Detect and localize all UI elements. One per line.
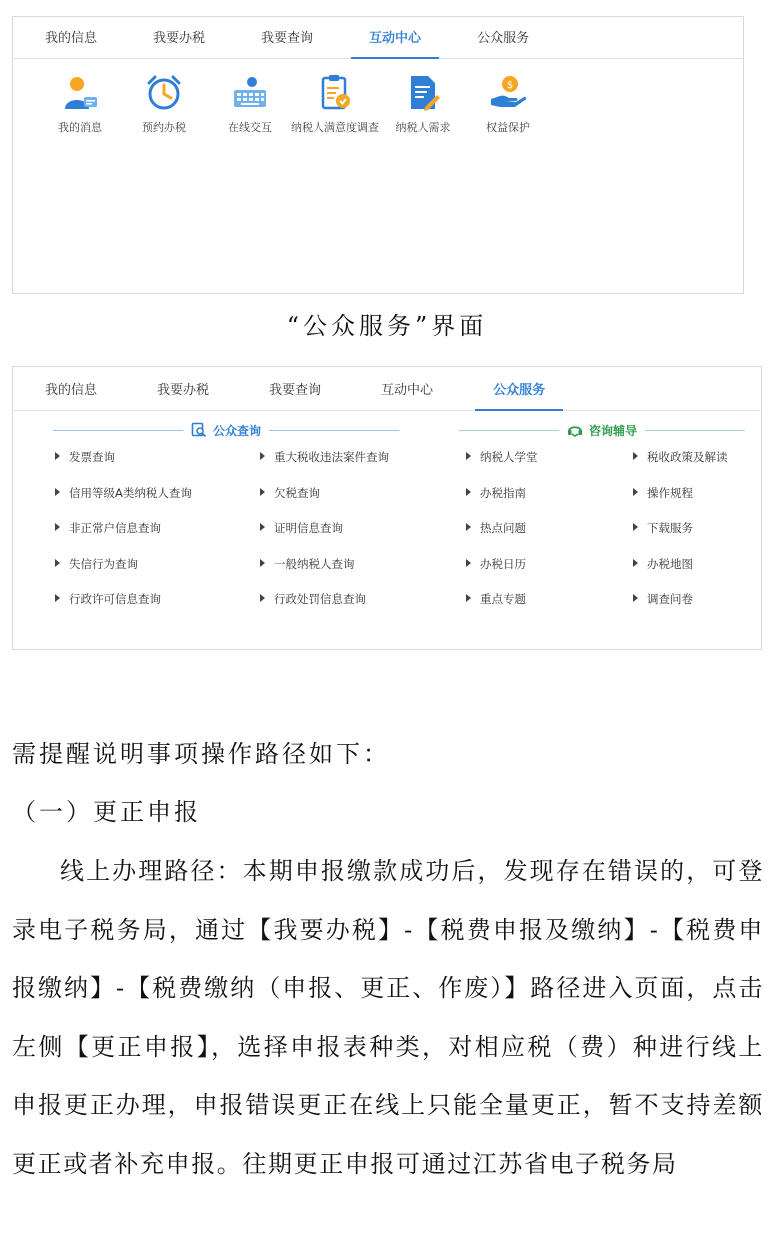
link-certificate-query[interactable]: 证明信息查询	[260, 520, 389, 556]
satisfaction-survey-item[interactable]	[290, 73, 380, 135]
search-document-icon	[191, 422, 207, 438]
taxpayer-needs-item[interactable]	[378, 73, 468, 135]
top-nav-tabs	[13, 367, 761, 411]
document-edit-icon	[403, 73, 443, 113]
function-icon-grid	[13, 59, 743, 179]
consult-headset-icon	[567, 422, 583, 438]
top-nav-tabs	[13, 17, 743, 59]
tab-public-service[interactable]: 公众服务	[475, 379, 563, 410]
user-info-icon	[60, 73, 100, 113]
tab-interaction-center[interactable]: 互动中心	[381, 383, 434, 398]
section-title	[191, 422, 261, 439]
link-admin-penalty-query[interactable]: 行政处罚信息查询	[260, 591, 389, 627]
link-tax-policy[interactable]: 税收政策及解读	[633, 449, 728, 485]
appointment-item[interactable]	[119, 73, 209, 135]
divider	[645, 430, 745, 431]
link-major-violation-query[interactable]: 重大税收违法案件查询	[260, 449, 389, 485]
link-general-taxpayer-query[interactable]: 一般纳税人查询	[260, 556, 389, 592]
public-service-panel	[12, 366, 762, 650]
tab-interaction-center[interactable]: 互动中心	[351, 27, 439, 58]
rights-protection-item[interactable]	[463, 73, 553, 135]
section-heading: （一）更正申报	[12, 798, 201, 826]
link-taxpayer-school[interactable]: 纳税人学堂	[466, 449, 538, 485]
hand-coin-icon	[488, 73, 528, 113]
svg-text:$: $	[506, 80, 514, 91]
online-interaction-item[interactable]	[205, 73, 295, 135]
link-admin-license-query[interactable]: 行政许可信息查询	[55, 591, 192, 627]
tab-query[interactable]: 我要查询	[261, 31, 314, 46]
link-tax-arrears-query[interactable]: 欠税查询	[260, 485, 389, 521]
query-links-column-2	[260, 449, 389, 627]
divider	[269, 430, 399, 431]
link-hot-issues[interactable]: 热点问题	[466, 520, 538, 556]
link-invoice-query[interactable]: 发票查询	[55, 449, 192, 485]
icon-label: 我的消息	[58, 121, 102, 134]
section-title	[567, 422, 637, 439]
icon-label: 纳税人需求	[395, 121, 451, 134]
link-abnormal-account-query[interactable]: 非正常户信息查询	[55, 520, 192, 556]
link-download-service[interactable]: 下载服务	[633, 520, 728, 556]
figure-caption: “公众服务”界面	[286, 312, 488, 340]
consulting-section-header	[459, 419, 745, 441]
link-dishonesty-query[interactable]: 失信行为查询	[55, 556, 192, 592]
tab-my-info[interactable]: 我的信息	[45, 31, 98, 46]
section-title-text: 咨询辅导	[589, 423, 638, 438]
my-messages-item[interactable]	[35, 73, 125, 135]
tab-tax-handling[interactable]: 我要办税	[153, 31, 206, 46]
link-credit-a-query[interactable]: 信用等级A类纳税人查询	[55, 485, 192, 521]
public-query-section-header	[53, 419, 399, 441]
query-links-column-1	[55, 449, 192, 627]
link-questionnaire[interactable]: 调查问卷	[633, 591, 728, 627]
link-tax-map[interactable]: 办税地图	[633, 556, 728, 592]
link-tax-calendar[interactable]: 办税日历	[466, 556, 538, 592]
icon-label: 预约办税	[142, 121, 186, 134]
interaction-center-panel	[12, 16, 744, 294]
icon-label: 在线交互	[228, 121, 272, 134]
link-key-topics[interactable]: 重点专题	[466, 591, 538, 627]
icon-label: 权益保护	[486, 121, 530, 134]
section-title-text: 公众查询	[213, 423, 262, 438]
tab-public-service[interactable]: 公众服务	[477, 31, 530, 46]
tab-tax-handling[interactable]: 我要办税	[157, 383, 210, 398]
icon-label: 纳税人满意度调查	[291, 121, 379, 134]
consult-links-column-1	[466, 449, 538, 627]
alarm-clock-icon	[144, 73, 184, 113]
link-tax-guide[interactable]: 办税指南	[466, 485, 538, 521]
keyboard-icon	[230, 73, 270, 113]
divider	[53, 430, 183, 431]
clipboard-survey-icon	[315, 73, 355, 113]
tab-my-info[interactable]: 我的信息	[45, 383, 98, 398]
body-paragraph: 线上办理路径：本期申报缴款成功后，发现存在错误的，可登录电子税务局，通过【我要办税】-【税费申报及缴纳】-【税费申报缴纳】-【税费缴纳（申报、更正、作废）】路径进入页面，点击左侧【更正申报】，选择申报表种类，对相应税（费）种进行线上申报更正办理，申报错误更正在线上只能全量更正，暂不支持差额更正或者补充申报。往期更正申报可通过江苏省电子税务局	[12, 857, 764, 1178]
consult-links-column-2	[633, 449, 728, 627]
tab-query[interactable]: 我要查询	[269, 383, 322, 398]
link-procedures[interactable]: 操作规程	[633, 485, 728, 521]
notice-heading: 需提醒说明事项操作路径如下：	[12, 740, 390, 768]
divider	[459, 430, 559, 431]
